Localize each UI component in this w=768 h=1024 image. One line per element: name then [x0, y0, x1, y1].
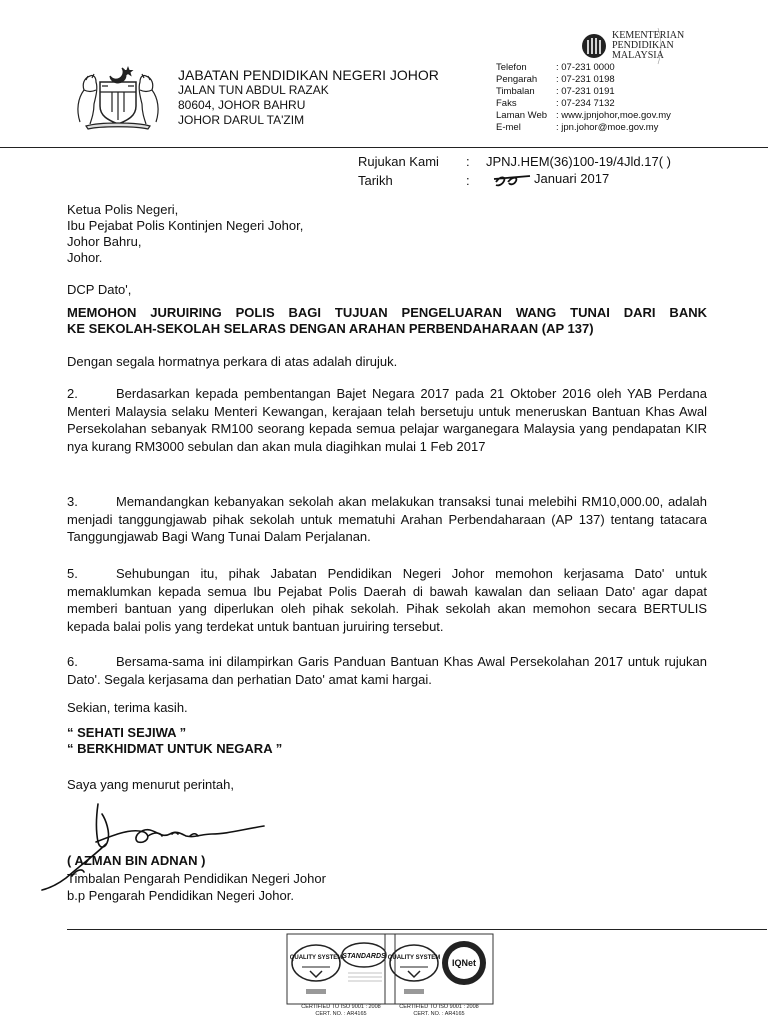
paragraph-2	[67, 385, 707, 455]
handwritten-day-mark	[492, 172, 532, 188]
contact-label: Telefon	[496, 62, 527, 73]
contact-row-pengarah	[496, 74, 671, 86]
signatory-name: ( AZMAN BIN ADNAN )	[67, 853, 206, 868]
date-colon: :	[466, 173, 470, 188]
paragraph-number: 5.	[67, 566, 78, 581]
recipient-line-3: Johor Bahru,	[67, 234, 142, 249]
reference-number: JPNJ.HEM(36)100-19/4Jld.17( )	[486, 154, 671, 169]
address-line-3: JOHOR DARUL TA'ZIM	[178, 113, 305, 127]
office-address-block	[178, 68, 439, 128]
motto-block	[67, 725, 282, 757]
contact-value: : 07-231 0000	[556, 62, 615, 73]
contact-row-telefon	[496, 62, 671, 74]
salutation: DCP Dato',	[67, 282, 132, 297]
paragraph-text: Memandangkan kebanyakan sekolah akan melakukan transaksi tunai melebihi RM10,000.00, adalah menjadi tanggungjawab pihak sekolah untuk mematuhi Arahan Perbendaharaan (AP 137) tentang tatacara Tanggungjawab Bagi Wang Tunai Dalam Perjalanan.	[67, 494, 707, 544]
certification-caption	[384, 1004, 494, 1018]
reference-row	[358, 152, 671, 171]
certification-standard: CERTIFIED TO ISO 9001 : 2008	[301, 1004, 381, 1010]
iqnet-mark: IQNet	[451, 958, 477, 968]
ministry-line-1: KEMENTERIAN	[612, 30, 685, 41]
badge-label: QUALITY SYSTEM	[289, 955, 343, 961]
badge-label: QUALITY SYSTEM	[387, 955, 441, 961]
contact-label: Timbalan	[496, 86, 535, 97]
paragraph-6	[67, 653, 707, 688]
ministry-name	[612, 31, 684, 61]
ministry-line-2: PENDIDIKAN	[612, 40, 674, 51]
motto-line-1: “ SEHATI SEJIWA ”	[67, 725, 187, 740]
signatory-title-line-1: Timbalan Pengarah Pendidikan Negeri Johor	[67, 871, 326, 886]
header-divider	[0, 147, 768, 148]
recipient-line-4: Johor.	[67, 250, 103, 265]
paragraph-text: Berdasarkan kepada pembentangan Bajet Negara 2017 pada 21 Oktober 2016 oleh YAB Perdana Menteri Malaysia selaku Menteri Kewangan, kerajaan telah bersetuju untuk meneruskan Bantuan Khas Awal Persekolahan sebanyak RM100 seorang kepada semua pelajar warganegara Malaysia yang pendapatan KIR nya kurang RM3000 sebulan dan akan mula diagihkan mulai 1 Feb 2017	[67, 386, 707, 454]
recipient-line-2: Ibu Pejabat Polis Kontinjen Negeri Johor,	[67, 218, 304, 233]
address-line-1: JALAN TUN ABDUL RAZAK	[178, 83, 329, 97]
footer-divider	[67, 929, 767, 930]
signatory-title-line-2: b.p Pengarah Pendidikan Negeri Johor.	[67, 888, 294, 903]
certification-standard: CERTIFIED TO ISO 9001 : 2008	[399, 1004, 479, 1010]
contact-value: : 07-231 0198	[556, 74, 615, 85]
certification-caption	[286, 1004, 396, 1018]
paragraph-3	[67, 493, 707, 546]
paragraph-text: Sehubungan itu, pihak Jabatan Pendidikan Negeri Johor memohon kerjasama Dato' untuk memaklumkan kepada semua Ibu Pejabat Polis Daerah di bawah kawalan dan seliaan Dato' agar dapat memberi bantuan yang diperlukan oleh pihak sekolah. Pihak sekolah akan memohon secara BERTULIS kepada balai polis yang terdekat untuk bantuan juruiring tersebut.	[67, 566, 707, 634]
recipient-address	[67, 202, 303, 266]
date-value: Januari 2017	[534, 171, 610, 186]
letter-subject	[67, 305, 707, 337]
contact-value: : www.jpnjohor,moe.gov.my	[556, 110, 671, 121]
standards-mark: STANDARDS	[342, 953, 386, 960]
paragraph-number: 2.	[67, 386, 78, 401]
intro-paragraph: Dengan segala hormatnya perkara di atas adalah dirujuk.	[67, 354, 398, 369]
reference-colon: :	[466, 154, 470, 169]
contact-row-web	[496, 110, 671, 122]
paragraph-number: 3.	[67, 494, 78, 509]
certification-number: CERT. NO. : AR4165	[413, 1011, 465, 1017]
coat-of-arms-icon	[70, 62, 166, 130]
paragraph-text: Bersama-sama ini dilampirkan Garis Panduan Bantuan Khas Awal Persekolahan 2017 untuk rujukan Dato'. Segala kerjasama dan perhatian Dato' amat kami hargai.	[67, 654, 707, 687]
contact-value: : 07-234 7132	[556, 98, 615, 109]
contact-label: Laman Web	[496, 110, 548, 121]
paragraph-5	[67, 565, 707, 635]
iqnet-icon	[384, 933, 494, 1005]
sirim-quality-system-icon	[286, 933, 396, 1005]
paragraph-number: 6.	[67, 654, 78, 669]
sign-off-line: Saya yang menurut perintah,	[67, 777, 234, 792]
contact-value: : 07-231 0191	[556, 86, 615, 97]
contact-row-email	[496, 122, 671, 134]
subject-line-1: MEMOHON JURUIRING POLIS BAGI TUJUAN PENGELUARAN WANG TUNAI DARI BANK	[67, 305, 707, 320]
contact-label: E-mel	[496, 122, 521, 133]
date-label: Tarikh	[358, 173, 393, 188]
contact-label: Pengarah	[496, 74, 538, 85]
signatory-title	[67, 870, 326, 904]
closing-line: Sekian, terima kasih.	[67, 700, 188, 715]
recipient-line-1: Ketua Polis Negeri,	[67, 202, 179, 217]
reference-label: Rujukan Kami	[358, 154, 439, 169]
certification-number: CERT. NO. : AR4165	[315, 1011, 367, 1017]
subject-line-2: KE SEKOLAH-SEKOLAH SELARAS DENGAN ARAHAN PERBENDAHARAAN (AP 137)	[67, 321, 594, 336]
contact-value: : jpn.johor@moe.gov.my	[556, 122, 659, 133]
contact-row-faks	[496, 98, 671, 110]
ministry-line-3: MALAYSIA	[612, 50, 664, 61]
contact-row-timbalan	[496, 86, 671, 98]
motto-line-2: “ BERKHIDMAT UNTUK NEGARA ”	[67, 741, 283, 756]
contact-label: Faks	[496, 98, 517, 109]
contact-block	[496, 62, 671, 134]
address-line-2: 80604, JOHOR BAHRU	[178, 98, 306, 112]
office-name: JABATAN PENDIDIKAN NEGERI JOHOR	[178, 67, 439, 83]
